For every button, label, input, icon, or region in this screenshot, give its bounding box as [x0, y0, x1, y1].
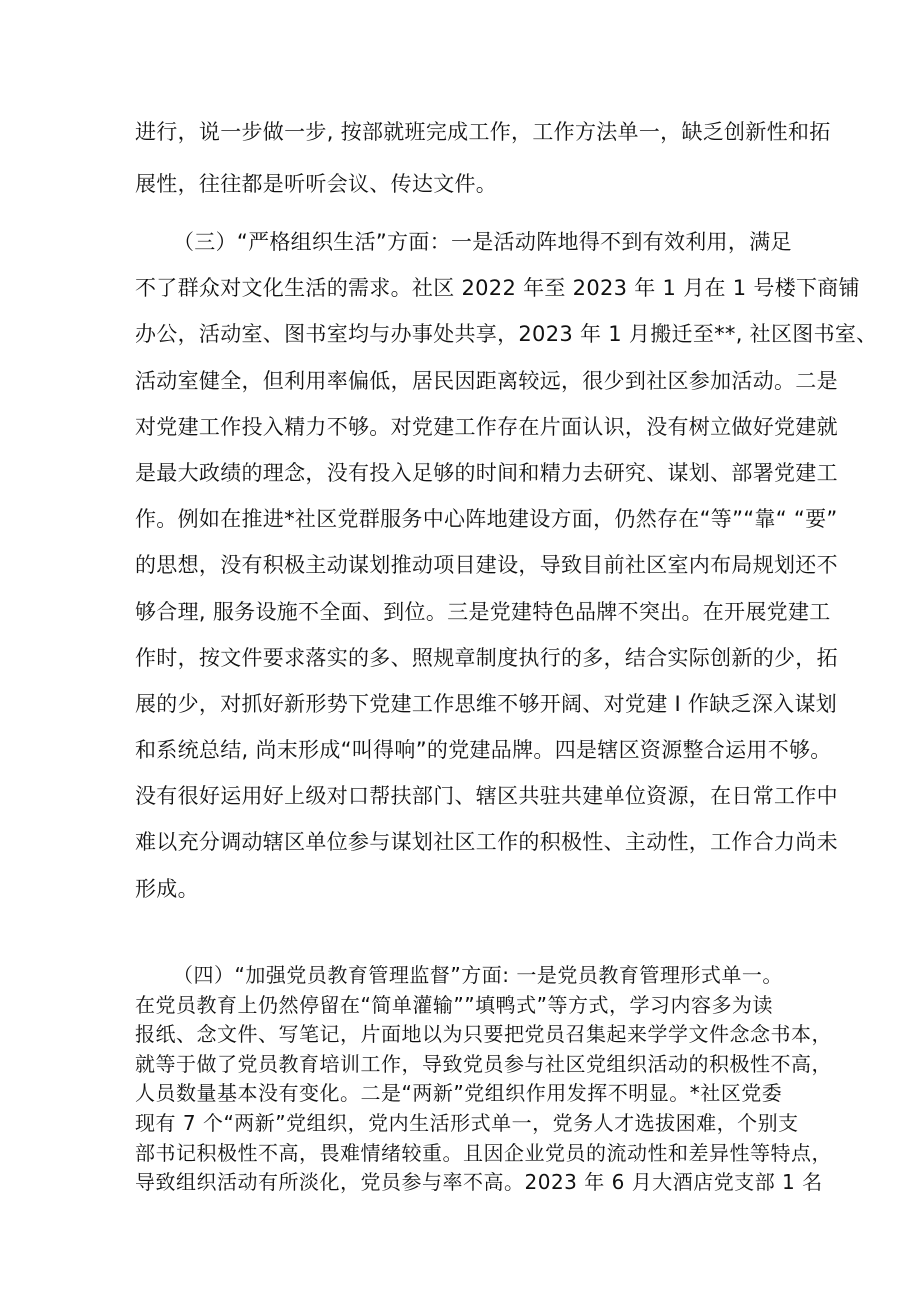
- text-line: 是最大政绩的理念，没有投入足够的时间和精力去研究、谋划、部署党建工: [135, 460, 838, 485]
- paragraph-work-methods: [135, 114, 831, 218]
- paragraph-section-three: [135, 224, 878, 917]
- text-line: 难以充分调动辖区单位参与谋划社区工作的积极性、主动性，工作合力尚未: [135, 830, 838, 855]
- paragraph-section-four: [135, 961, 832, 1198]
- section-heading-line: （三）“严格组织生活”方面：一是活动阵地得不到有效利用，满足: [173, 230, 792, 254]
- text-line: 作时，按文件要求落实的多、照规章制度执行的多，结合实际创新的少，拓: [135, 645, 838, 670]
- text-line: 进行，说一步做一步, 按部就班完成工作，工作方法单一，缺乏创新性和拓: [135, 120, 831, 144]
- section-heading-line: （四）“加强党员教育管理监督”方面: 一是党员教育管理形式单一。: [173, 963, 783, 987]
- text-line: 没有很好运用好上级对口帮扶部门、辖区共驻共建单位资源，在日常工作中: [135, 784, 838, 809]
- text-line: 现有 7 个“两新”党组织，党内生活形式单一，党务人才选拔困难，个别支: [135, 1110, 799, 1135]
- text-line: 活动室健全，但利用率偏低，居民因距离较远，很少到社区参加活动。二是: [135, 368, 838, 393]
- text-line: 和系统总结, 尚末形成“叫得响”的党建品牌。四是辖区资源整合运用不够。: [135, 738, 832, 763]
- text-line: 展的少，对抓好新形势下党建工作思维不够开阔、对党建 I 作缺乏深入谋划: [135, 691, 838, 716]
- text-line: 就等于做了党员教育培训工作，导致党员参与社区党组织活动的积极性不高，: [135, 1051, 832, 1076]
- text-line: 人员数量基本没有变化。二是“两新”党组织作用发挥不明显。*社区党委: [135, 1081, 783, 1106]
- text-line: 部书记积极性不高，畏难情绪较重。且因企业党员的流动性和差异性等特点，: [135, 1140, 832, 1165]
- text-line: 展性，往往都是听听会议、传达文件。: [135, 172, 498, 196]
- text-line: 够合理, 服务设施不全面、到位。三是党建特色品牌不突出。在开展党建工: [135, 599, 831, 624]
- text-line: 在党员教育上仍然停留在“简单灌输””填鸭式”等方式，学习内容多为读: [135, 992, 773, 1017]
- text-line: 对党建工作投入精力不够。对党建工作存在片面认识，没有树立做好党建就: [135, 414, 838, 439]
- text-line: 形成。: [135, 876, 199, 901]
- text-line: 报纸、念文件、写笔记，片面地以为只要把党员召集起来学学文件念念书本，: [135, 1022, 832, 1047]
- text-line: 导致组织活动有所淡化，党员参与率不高。2023 年 6 月大酒店党支部 1 名: [135, 1170, 823, 1195]
- text-line: 作。例如在推进*社区党群服务中心阵地建设方面，仍然存在“等”“靠“ “要”: [135, 507, 838, 532]
- text-line: 不了群众对文化生活的需求。社区 2022 年至 2023 年 1 月在 1 号楼下商铺: [135, 276, 860, 301]
- text-line: 的思想，没有积极主动谋划推动项目建设，导致目前社区室内布局规划还不: [135, 553, 838, 578]
- text-line: 办公，活动室、图书室均与办事处共享，2023 年 1 月搬迁至**, 社区图书室、: [135, 322, 878, 347]
